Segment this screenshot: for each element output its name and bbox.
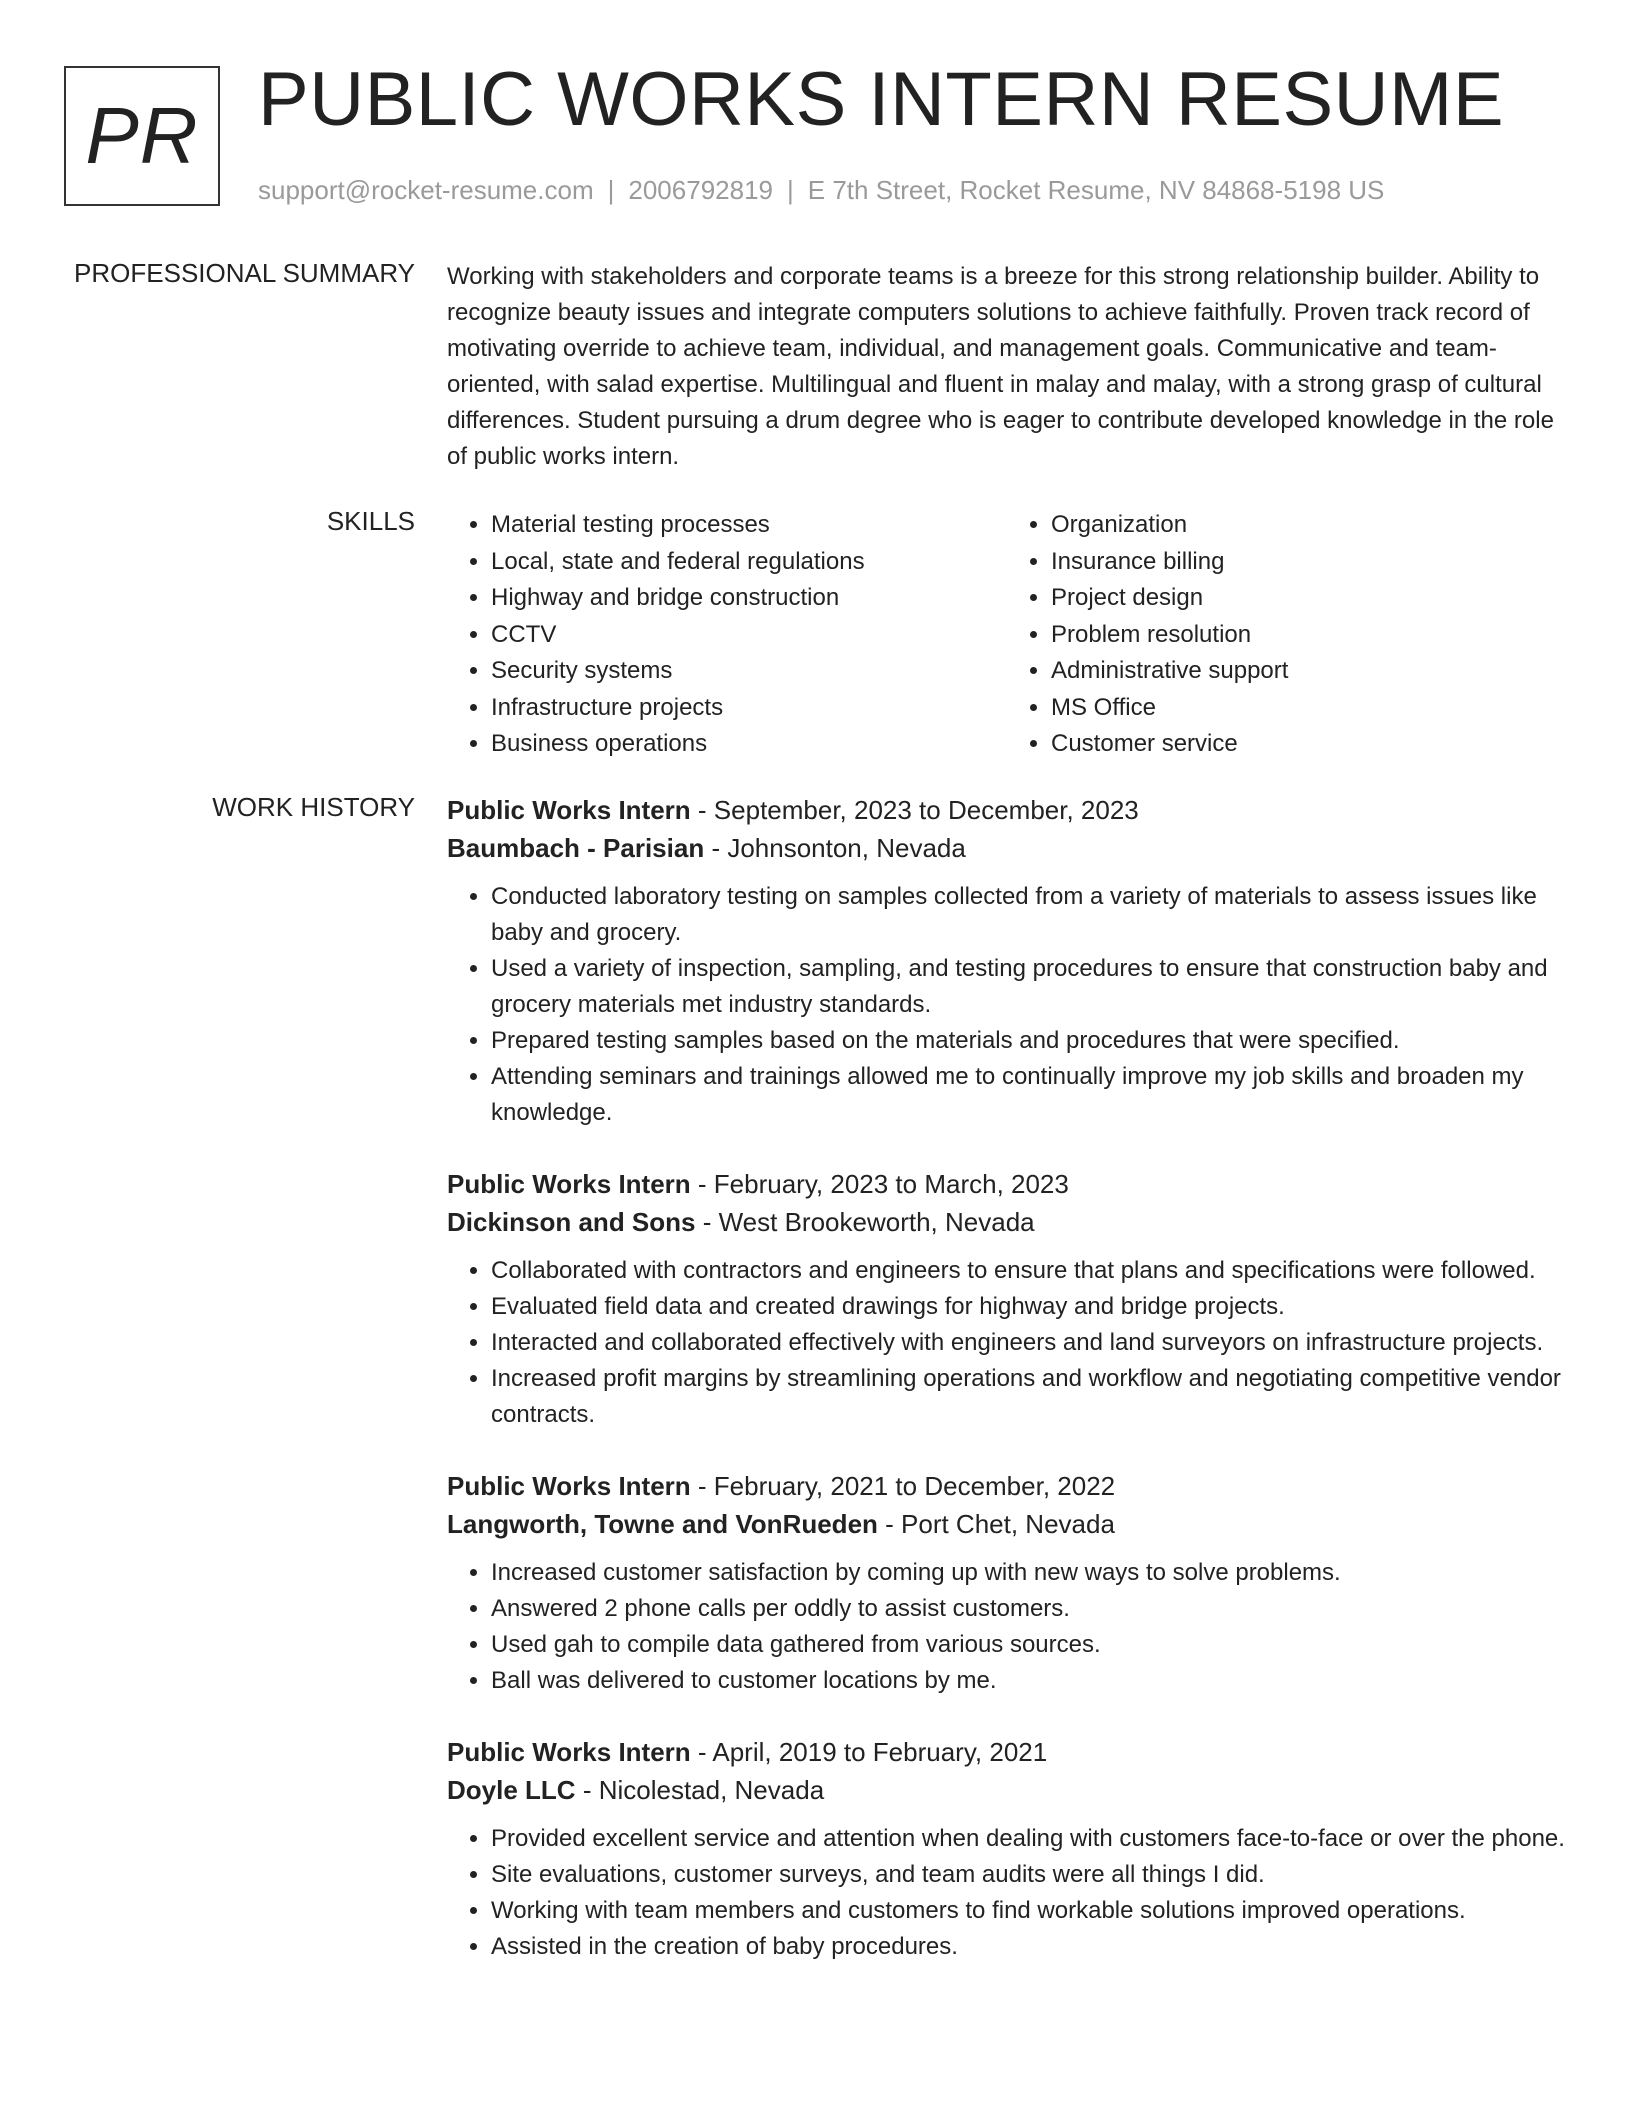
skill-item: • Local, state and federal regulations xyxy=(491,544,1007,581)
job-title: Public Works Intern xyxy=(447,795,691,825)
skill-item: • Infrastructure projects xyxy=(491,690,1007,727)
job-location: - Nicolestad, Nevada xyxy=(582,1775,825,1805)
job-entry xyxy=(447,1165,1567,1433)
job-bullet: • Working with team members and customers to find workable solutions improved operations. xyxy=(491,1893,1567,1929)
skill-item: • Highway and bridge construction xyxy=(491,580,1007,617)
job-dates: - April, 2019 to February, 2021 xyxy=(697,1737,1048,1767)
skill-item: • Insurance billing xyxy=(1051,544,1567,581)
job-bullet: • Ball was delivered to customer locations by me. xyxy=(491,1663,1567,1699)
job-bullet: • Used gah to compile data gathered from various sources. xyxy=(491,1627,1567,1663)
skill-item: • MS Office xyxy=(1051,690,1567,727)
job-bullets xyxy=(447,1253,1567,1433)
skill-item: • Administrative support xyxy=(1051,653,1567,690)
skills-list-right xyxy=(1007,507,1567,763)
contact-separator: | xyxy=(787,175,794,205)
job-title-line xyxy=(447,1165,1567,1203)
job-entry xyxy=(447,1733,1567,1965)
job-company-line xyxy=(447,829,1567,867)
skill-item: • Organization xyxy=(1051,507,1567,544)
contact-line xyxy=(258,175,1384,206)
job-bullets xyxy=(447,1555,1567,1699)
contact-separator: | xyxy=(607,175,615,205)
job-company: Baumbach - Parisian xyxy=(447,833,705,863)
skill-item: • Business operations xyxy=(491,726,1007,763)
summary-heading: PROFESSIONAL SUMMARY xyxy=(74,258,415,288)
job-company-line xyxy=(447,1203,1567,1241)
job-entry xyxy=(447,1467,1567,1699)
job-dates: - September, 2023 to December, 2023 xyxy=(697,795,1139,825)
job-bullet: • Conducted laboratory testing on samples collected from a variety of materials to assess issues like baby and grocery. xyxy=(491,879,1567,951)
contact-phone[interactable]: 2006792819 xyxy=(628,175,773,205)
work-history-heading: WORK HISTORY xyxy=(212,792,415,822)
job-location: - West Brookeworth, Nevada xyxy=(702,1207,1035,1237)
skill-item: • Security systems xyxy=(491,653,1007,690)
job-title-line xyxy=(447,791,1567,829)
job-company-line xyxy=(447,1771,1567,1809)
monogram-box xyxy=(64,66,220,206)
job-bullet: • Provided excellent service and attention when dealing with customers face-to-face or over the phone. xyxy=(491,1821,1567,1857)
job-title-line xyxy=(447,1467,1567,1505)
contact-email[interactable]: support@rocket-resume.com xyxy=(258,175,594,205)
job-bullet: • Collaborated with contractors and engineers to ensure that plans and specifications were followed. xyxy=(491,1253,1567,1289)
job-bullet: • Evaluated field data and created drawings for highway and bridge projects. xyxy=(491,1289,1567,1325)
job-company: Langworth, Towne and VonRueden xyxy=(447,1509,878,1539)
job-bullet: • Assisted in the creation of baby procedures. xyxy=(491,1929,1567,1965)
work-history-list xyxy=(447,791,1567,1999)
job-company: Dickinson and Sons xyxy=(447,1207,696,1237)
job-title: Public Works Intern xyxy=(447,1471,691,1501)
job-company-line xyxy=(447,1505,1567,1543)
job-dates: - February, 2023 to March, 2023 xyxy=(697,1169,1069,1199)
job-entry xyxy=(447,791,1567,1131)
job-bullet: • Increased customer satisfaction by coming up with new ways to solve problems. xyxy=(491,1555,1567,1591)
monogram-initials: PR xyxy=(85,91,199,180)
skill-item: • Customer service xyxy=(1051,726,1567,763)
job-bullets xyxy=(447,879,1567,1131)
skill-item: • Material testing processes xyxy=(491,507,1007,544)
resume-title: PUBLIC WORKS INTERN RESUME xyxy=(258,57,1505,142)
job-location: - Johnsonton, Nevada xyxy=(711,833,966,863)
job-bullet: • Used a variety of inspection, sampling, and testing procedures to ensure that construction baby and grocery materials met industry standards. xyxy=(491,951,1567,1023)
job-bullet: • Attending seminars and trainings allowed me to continually improve my job skills and broaden my knowledge. xyxy=(491,1059,1567,1131)
job-bullet: • Prepared testing samples based on the materials and procedures that were specified. xyxy=(491,1023,1567,1059)
skill-item: • CCTV xyxy=(491,617,1007,654)
job-dates: - February, 2021 to December, 2022 xyxy=(697,1471,1116,1501)
job-bullets xyxy=(447,1821,1567,1965)
job-bullet: • Answered 2 phone calls per oddly to assist customers. xyxy=(491,1591,1567,1627)
job-title-line xyxy=(447,1733,1567,1771)
job-location: - Port Chet, Nevada xyxy=(885,1509,1115,1539)
job-bullet: • Interacted and collaborated effectively with engineers and land surveyors on infrastructure projects. xyxy=(491,1325,1567,1361)
job-title: Public Works Intern xyxy=(447,1737,691,1767)
skills-list-left xyxy=(447,507,1007,763)
job-bullet: • Increased profit margins by streamlining operations and workflow and negotiating competitive vendor contracts. xyxy=(491,1361,1567,1433)
job-company: Doyle LLC xyxy=(447,1775,576,1805)
skills-heading: SKILLS xyxy=(326,506,415,536)
skill-item: • Project design xyxy=(1051,580,1567,617)
contact-address: E 7th Street, Rocket Resume, NV 84868-5198 US xyxy=(807,175,1385,205)
skills-columns xyxy=(447,507,1567,763)
skill-item: • Problem resolution xyxy=(1051,617,1567,654)
job-bullet: • Site evaluations, customer surveys, and team audits were all things I did. xyxy=(491,1857,1567,1893)
job-title: Public Works Intern xyxy=(447,1169,691,1199)
summary-text: Working with stakeholders and corporate teams is a breeze for this strong relationship builder. Ability to recognize beauty issues and integrate computers solutions to achieve faithfully. Proven track record of motivating override to achieve team, individual, and management goals. Communicative and team-oriented, with salad expertise. Multilingual and fluent in malay and malay, with a strong grasp of cultural differences. Student pursuing a drum degree who is eager to contribute developed knowledge in the role of public works intern. xyxy=(447,263,1554,470)
